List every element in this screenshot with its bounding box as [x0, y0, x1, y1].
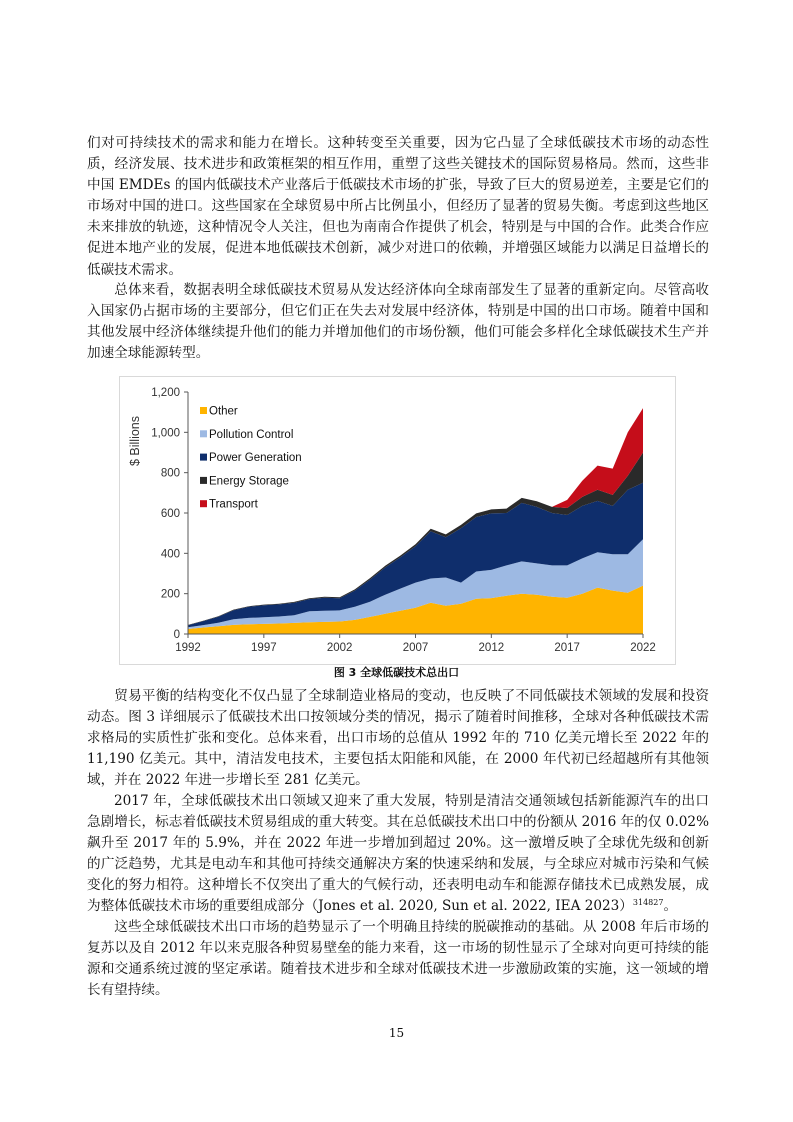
- legend-label-transport: Transport: [209, 498, 258, 511]
- legend-label-other: Other: [209, 405, 238, 418]
- x-tick-label: 2002: [326, 642, 353, 654]
- legend-swatch-other: [200, 407, 207, 414]
- legend-label-pollution-control: Pollution Control: [209, 428, 294, 441]
- x-tick-label: 2022: [630, 642, 656, 654]
- figure-caption: 图 3 全球低碳技术总出口: [333, 666, 460, 679]
- legend-swatch-energy-storage: [200, 477, 207, 484]
- x-tick-label: 1992: [175, 642, 201, 654]
- legend-label-energy-storage: Energy Storage: [209, 475, 289, 488]
- paragraph: 们对可持续技术的需求和能力在增长。这种转变至关重要，因为它凸显了全球低碳技术市场的动态性质，经济发展、技术进步和政策框架的相互作用，重塑了这些关键技术的国际贸易格局。然而，这些非中国 EMDEs 的国内低碳技术产业落后于低碳技术市场的扩张，导致了巨大的贸易逆差，主要是它们的市场对中国的进口。这些国家在全球贸易中所占比例虽小，但经历了显著的贸易失衡。考虑到这些地区未来排放的轨迹，这种情况令人关注，但也为南南合作提供了机会，特别是与中国的合作。此类合作应促进本地产业的发展，促进本地低碳技术创新，减少对进口的依赖，并增强区域能力以满足日益增长的低碳技术需求。: [87, 135, 709, 278]
- y-tick-label: 0: [173, 629, 180, 641]
- y-tick-label: 600: [160, 508, 180, 520]
- paragraph: 总体来看，数据表明全球低碳技术贸易从发达经济体向全球南部发生了显著的重新定向。尽管高收入国家仍占据市场的主要部分，但它们正在失去对发展中经济体，特别是中国的出口市场。随着中国和其他发展中经济体继续提升他们的能力并增加他们的市场份额，他们可能会多样化全球低碳技术生产并加速全球能源转型。: [87, 282, 709, 362]
- x-tick-label: 2007: [402, 642, 429, 654]
- page-number: 15: [388, 1026, 405, 1040]
- y-tick-label: 200: [160, 588, 180, 601]
- paragraph: 贸易平衡的结构变化不仅凸显了全球制造业格局的变动，也反映了不同低碳技术领域的发展和投资动态。图 3 详细展示了低碳技术出口按领域分类的情况，揭示了随着时间推移，全球对各种低碳技术需求格局的实质性扩张和变化。总体来看，出口市场的总值从 1992 年的 710 亿美元增长至 2022 年的 11,190 亿美元。其中，清洁发电技术，主要包括太阳能和风能，在 2000 年代初已经超越所有其他领域，并在 2022 年进一步增长至 281 亿美元。: [87, 688, 709, 789]
- citation-superscript: 314827: [632, 898, 664, 908]
- x-tick-label: 2012: [478, 642, 505, 654]
- y-tick-label: 800: [160, 467, 180, 480]
- x-tick-label: 1997: [251, 642, 277, 654]
- chart-figure: [119, 376, 676, 665]
- legend-label-power-generation: Power Generation: [209, 452, 302, 465]
- x-tick-label: 2017: [554, 642, 580, 654]
- y-tick-label: 400: [160, 548, 180, 561]
- legend-swatch-pollution-control: [200, 430, 207, 437]
- paragraph: 这些全球低碳技术出口市场的趋势显示了一个明确且持续的脱碳推动的基础。从 2008 年后市场的复苏以及自 2012 年以来克服各种贸易壁垒的能力来看，这一市场的韧性显示了全球对向更可持续的能源和交通系统过渡的坚定承诺。随着技术进步和全球对低碳技术进一步激励政策的实施，这一领域的增长有望持续。: [87, 919, 709, 999]
- y-tick-label: 1,000: [151, 427, 180, 440]
- legend-swatch-power-generation: [200, 454, 207, 461]
- y-tick-label: 1,200: [151, 387, 180, 399]
- stacked-area-chart: [120, 377, 675, 664]
- legend-swatch-transport: [200, 500, 207, 507]
- y-axis-title: $ Billions: [128, 415, 142, 467]
- paragraph: 2017 年，全球低碳技术出口领域又迎来了重大发展，特别是清洁交通领域包括新能源汽车的出口急剧增长，标志着低碳技术贸易组成的重大转变。其在总低碳技术出口中的份额从 2016 年的仅 0.02%飙升至 2017 年的 5.9%，并在 2022 年进一步增加到超过 20%。这一激增反映了全球优先级和创新的广泛趋势，尤其是电动车和其他可持续交通解决方案的快速采纳和发展，与全球应对城市污染和气候变化的努力相符。这种增长不仅突出了重大的气候行动，还表明电动车和能源存储技术已成熟发展，成为整体低碳技术市场的重要组成部分（Jones et al. 2020, Sun et al. 2022, IEA 2023）$^{314827}$。: [87, 793, 709, 915]
